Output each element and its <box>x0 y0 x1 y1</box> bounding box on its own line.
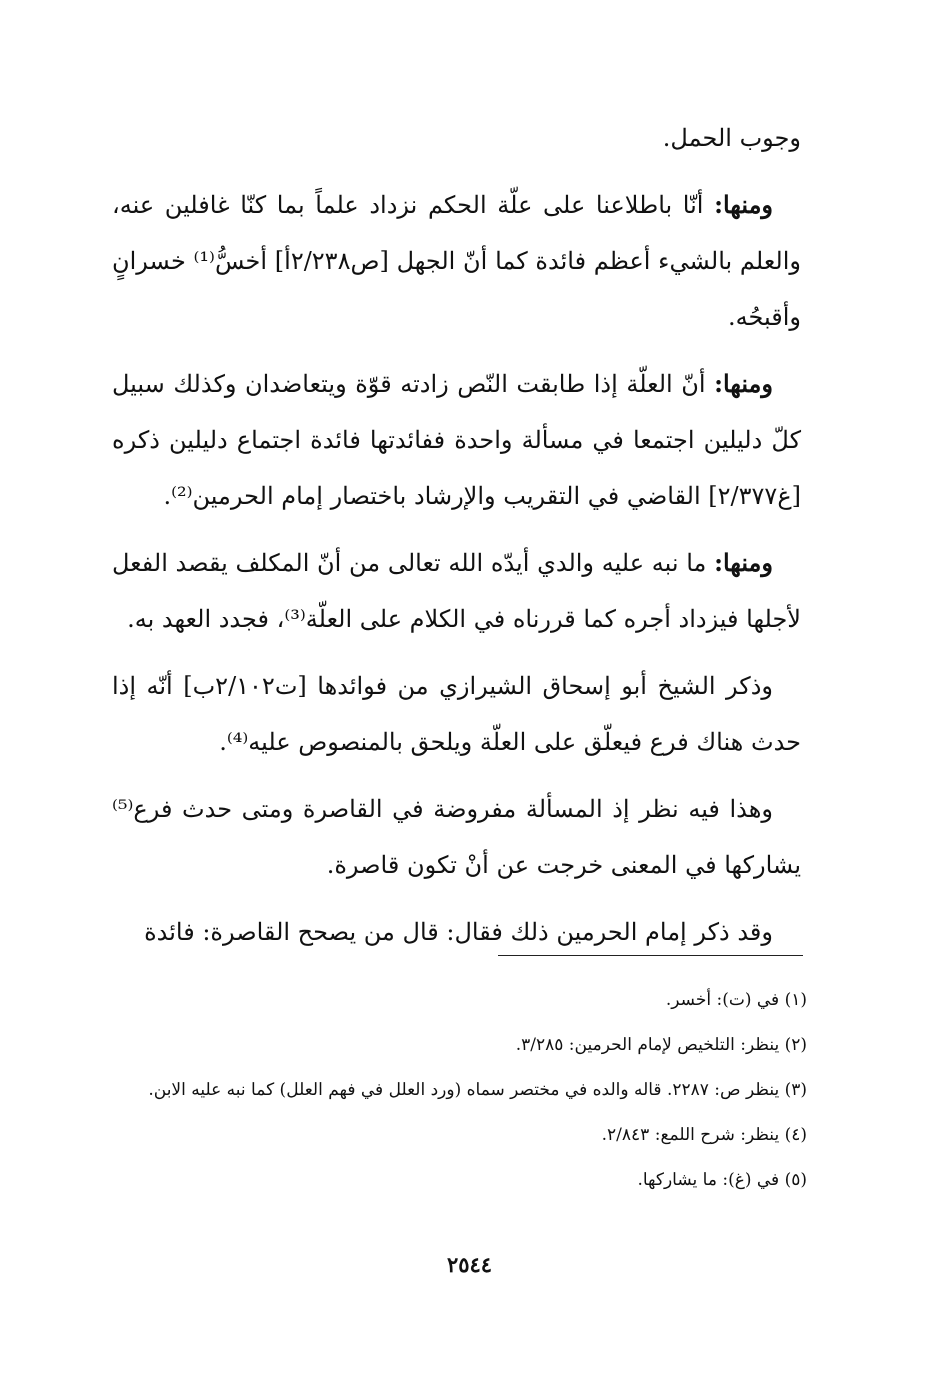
main-text <box>112 110 801 971</box>
paragraph <box>112 110 801 166</box>
footnote: (١) في (ت): أخسر. <box>665 990 807 1010</box>
footnote: (٤) ينظر: شرح اللمع: ٢/٨٤٣. <box>601 1125 807 1145</box>
paragraph-keyword: ومنها: <box>714 548 773 577</box>
paragraph-text: ما نبه عليه والدي أيدّه الله تعالى من أنّ المكلف يقصد الفعل لأجلها فيزداد أجره كما قررناه في الكلام على العلّة⁽³⁾، فجدد العهد به. <box>112 549 801 633</box>
paragraph <box>112 904 801 960</box>
footnote: (٢) ينظر: التلخيص لإمام الحرمين: ٣/٢٨٥. <box>515 1035 807 1055</box>
paragraph <box>112 356 801 524</box>
paragraph-text: وهذا فيه نظر إذ المسألة مفروضة في القاصرة ومتى حدث فرع⁽⁵⁾ يشاركها في المعنى خرجت عن أنْ تكون قاصرة. <box>112 795 801 879</box>
paragraph-text: وجوب الحمل. <box>662 124 801 152</box>
page-number: ٢٥٤٤ <box>446 1252 493 1277</box>
paragraph-keyword: ومنها: <box>714 369 773 398</box>
paragraph-text: وذكر الشيخ أبو إسحاق الشيرازي من فوائدها [ت٢/١٠٢ب] أنّه إذا حدث هناك فرع فيعلّق على العلّة ويلحق بالمنصوص عليه⁽⁴⁾. <box>112 672 801 756</box>
paragraph <box>112 177 801 345</box>
footnote-separator <box>498 955 803 956</box>
paragraph <box>112 658 801 770</box>
paragraph-text: أنّا باطلاعنا على علّة الحكم نزداد علماً بما كنّا غافلين عنه، والعلم بالشيء أعظم فائدة كما أنّ الجهل [ص٢/٢٣٨أ] أخسُّ⁽¹⁾ خسرانٍ وأقبحُه. <box>112 191 801 331</box>
paragraph-text: وقد ذكر إمام الحرمين ذلك فقال: قال من يصحح القاصرة: فائدة <box>144 918 773 946</box>
footnote: (٣) ينظر ص: ٢٢٨٧. قاله والده في مختصر سماه (ورد العلل في فهم العلل) كما نبه عليه الابن. <box>148 1080 807 1100</box>
paragraph-keyword: ومنها: <box>714 190 774 219</box>
paragraph-text: أنّ العلّة إذا طابقت النّص زادته قوّة ويتعاضدان وكذلك سبيل كلّ دليلين اجتمعا في مسألة واحدة ففائدتها فائدة اجتماع دليلين ذكره [غ٢/٣٧٧] القاضي في التقريب والإرشاد باختصار إمام الحرمين⁽²⁾. <box>112 370 801 510</box>
paragraph <box>112 535 801 647</box>
footnote: (٥) في (غ): ما يشاركها. <box>637 1170 807 1190</box>
footnotes <box>112 978 807 1203</box>
paragraph <box>112 781 801 893</box>
